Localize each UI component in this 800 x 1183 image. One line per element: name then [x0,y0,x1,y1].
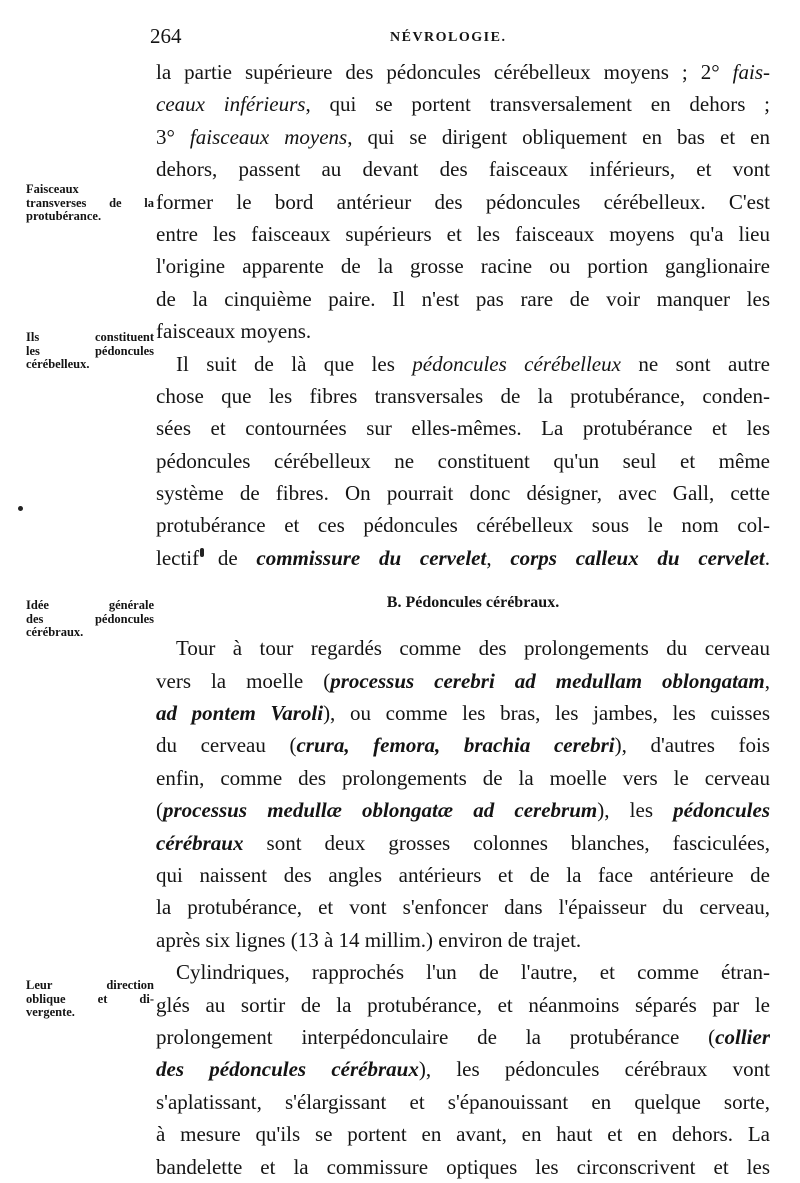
text-line: dehors, passent au devant des faisceaux inférieurs, et vont [156,157,770,182]
margin-note-line: transverses de la [26,195,154,210]
text-line: pédoncules cérébelleux ne constituent qu'un seul et même [156,448,770,473]
text-line: former le bord antérieur des pédoncules cérébelleux. C'est [156,189,770,214]
text-line: de la cinquième paire. Il n'est pas rare de voir manquer les [156,286,770,311]
text-line: faisceaux moyens. [156,319,312,344]
text-line: enfin, comme des prolongements de la moelle vers le cerveau [156,765,770,790]
text-line: ceaux inférieurs, qui se portent transversalement en dehors ; [156,92,770,117]
text-line: après six lignes (13 à 14 millim.) environ de trajet. [156,927,582,952]
text-line: s'aplatissant, s'élargissant et s'épanouissant en quelque sorte, [156,1089,770,1114]
text-line: vers la moelle (processus cerebri ad medullam oblongatam, [156,668,770,693]
section-heading: B. Pédoncules cérébraux. [386,594,560,612]
margin-note-line: Idée générale [26,598,154,612]
page-header [150,24,770,58]
margin-note-line: oblique et di- [26,991,154,1006]
text-line: la protubérance, et vont s'enfoncer dans l'épaisseur du cerveau, [156,895,770,920]
text-line: protubérance et ces pédoncules cérébelleux sous le nom col- [156,513,770,538]
text-line: 3° faisceaux moyens, qui se dirigent obliquement en bas et en [156,124,770,149]
margin-note-line: protubérance. [26,209,102,223]
margin-note-line: Leur direction [26,978,154,992]
margin-note-line: des pédoncules [26,611,154,626]
text-line: cérébraux sont deux grosses colonnes blanches, fasciculées, [156,830,770,855]
margin-note-ils-constituent [26,331,154,372]
text-line: Tour à tour regardés comme des prolongements du cerveau [176,636,770,661]
margin-note-line: cérébraux. [26,625,84,639]
margin-note-line: Faisceaux [26,182,79,196]
text-line: chose que les fibres transversales de la protubérance, conden- [156,383,770,408]
text-line: Cylindriques, rapprochés l'un de l'autre, et comme étran- [176,960,770,985]
text-line: prolongement interpédonculaire de la protubérance (collier [156,1024,770,1049]
margin-note-line: cérébelleux. [26,357,90,371]
text-line: (processus medullæ oblongatæ ad cerebrum), les pédoncules [156,798,770,823]
running-title: NÉVROLOGIE. [390,30,507,45]
body-text [156,56,770,1183]
text-line: des pédoncules cérébraux), les pédoncules cérébraux vont [156,1057,770,1082]
margin-note-idee-generale [26,599,154,640]
margin-note-faisceaux-transverses [26,183,154,224]
text-line: ad pontem Varoli), ou comme les bras, les jambes, les cuisses [156,701,770,726]
margin-note-line: vergente. [26,1005,75,1019]
margin-note-line: Ils constituent [26,330,154,344]
text-line: qui naissent des angles antérieurs et de la face antérieure de [156,862,770,887]
text-line: bandelette et la commissure optiques les circonscrivent et les [156,1154,770,1179]
text-line: à mesure qu'ils se portent en avant, en haut et en dehors. La [156,1122,770,1147]
text-line: système de fibres. On pourrait donc désigner, avec Gall, cette [156,481,770,506]
page-number: 264 [150,24,182,48]
text-line: Il suit de là que les pédoncules cérébelleux ne sont autre [176,351,770,376]
bleed-through-header [690,36,693,50]
ink-speck [18,506,23,511]
text-line: entre les faisceaux supérieurs et les faisceaux moyens qu'a lieu [156,221,770,246]
text-line: glés au sortir de la protubérance, et néanmoins séparés par le [156,992,770,1017]
text-line: lectif de commissure du cervelet, corps calleux du cervelet. [156,545,770,570]
text-line: du cerveau (crura, femora, brachia cerebri), d'autres fois [156,733,770,758]
text-line: l'origine apparente de la grosse racine ou portion ganglionaire [156,254,770,279]
text-line: la partie supérieure des pédoncules cérébelleux moyens ; 2° fais- [156,60,770,84]
text-line: sées et contournées sur elles-mêmes. La protubérance et les [156,416,770,441]
margin-note-leur-direction [26,979,154,1020]
margin-note-line: les pédoncules [26,343,154,358]
